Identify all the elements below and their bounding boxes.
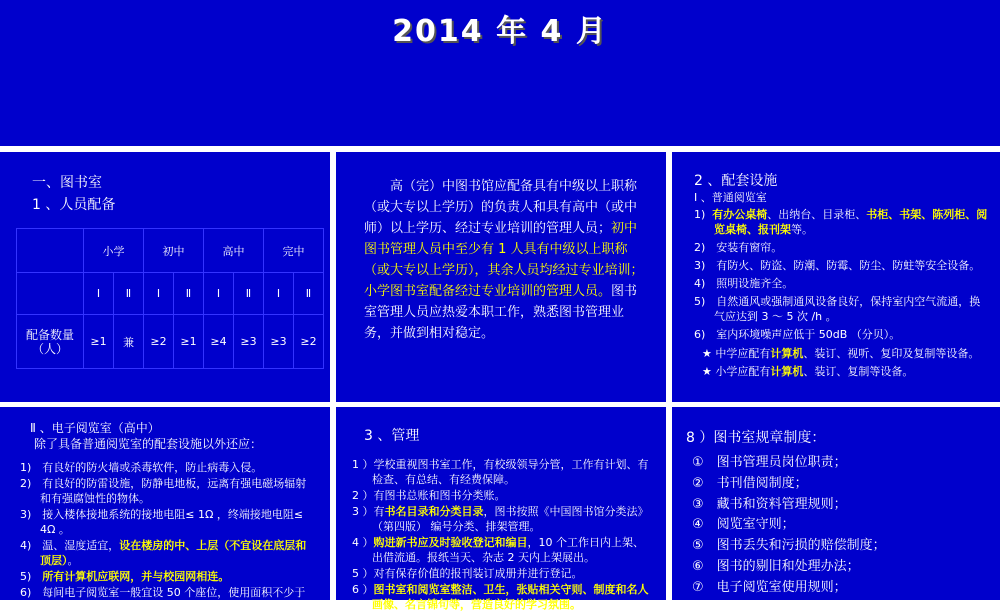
star-text: ★ 小学应配有 — [702, 365, 771, 378]
list-item — [20, 538, 316, 568]
table-value-cell: ≥3 — [234, 315, 264, 369]
list-item: 2 ）有图书总账和图书分类账。 — [352, 489, 506, 502]
list-text: 6 ） — [352, 583, 374, 596]
highlight-text: 设在楼房的中、上层（不宜设在底层和顶层） — [40, 539, 307, 567]
list-item: 6) 每间电子阅览室一般宜设 50 个座位，使用面积不少于 90 ㎡（1.8 ㎡/座）。 — [20, 586, 306, 614]
list-text: 4 ） — [352, 536, 374, 549]
section-heading: 2 、配套设施 — [694, 173, 778, 189]
table-blank-cell — [17, 273, 84, 315]
table-grade-cell: Ⅰ — [144, 273, 174, 315]
star-item — [694, 346, 990, 361]
section-heading: 一、图书室 — [32, 175, 102, 191]
table-grade-cell: Ⅰ — [264, 273, 294, 315]
table-value-cell: ≥2 — [294, 315, 324, 369]
table-header-school: 高中 — [204, 229, 264, 273]
table-value-cell: ≥4 — [204, 315, 234, 369]
requirements-text-3: 图书室管理人员应热爱本职工作，熟悉图书管理业务，并做到相对稳定。 — [364, 284, 638, 341]
list-item: 5 ）对有保存价值的报刊装订成册并进行登记。 — [352, 567, 583, 580]
page-title: 2014 年 4 月 — [392, 14, 608, 49]
table-value-cell: 兼 — [114, 315, 144, 369]
table-grade-cell: Ⅱ — [174, 273, 204, 315]
staffing-table — [16, 228, 324, 369]
list-item — [352, 504, 652, 534]
list-text: 等。 — [791, 223, 813, 236]
panel-staffing — [0, 152, 330, 402]
rules-list — [692, 453, 886, 599]
rule-item: ④ 阅览室守则； — [692, 517, 795, 533]
facilities-list — [694, 207, 990, 379]
rule-item: ⑥ 图书的剔旧和处理办法； — [692, 558, 860, 574]
table-grade-cell: Ⅱ — [114, 273, 144, 315]
requirements-paragraph — [364, 176, 646, 344]
section-heading: 8 ）图书室规章制度： — [686, 430, 826, 446]
highlight-text: 计算机 — [770, 365, 804, 378]
star-text: 、装订、视听、复印及复制等设备。 — [803, 347, 980, 360]
requirements-highlight: 初中图书管理人员中至少有 1 人具有中级以上职称（或大专以上学历），其余人员均经过专业培训；小学图书室配备经过专业培训的管理人员。 — [364, 221, 644, 299]
star-item — [694, 364, 990, 379]
table-value-cell: ≥1 — [84, 315, 114, 369]
star-text: 、装订、复制等设备。 — [803, 365, 914, 378]
list-item: 2) 有良好的防雷设施，防静电地板，远离有强电磁场辐射和有强腐蚀性的物体。 — [20, 477, 307, 505]
list-item — [694, 207, 990, 237]
list-item: 1) 有良好的防火墙或杀毒软件，防止病毒入侵。 — [20, 461, 263, 474]
list-text: 3 ）有 — [352, 505, 385, 518]
list-item: 2) 安装有窗帘。 — [694, 241, 783, 254]
list-item: 1 ）学校重视图书室工作，有校级领导分管，工作有计划、有检查、有总结、有经费保障。 — [352, 458, 649, 486]
list-text: 4) 温、湿度适宜， — [20, 539, 120, 552]
highlight-text: 计算机 — [770, 347, 804, 360]
list-item: 4) 照明设施齐全。 — [694, 277, 794, 290]
table-corner-cell — [17, 229, 84, 273]
list-text: 。 — [67, 554, 79, 567]
rule-item: ⑦ 电子阅览室使用规则； — [692, 579, 847, 595]
list-item: 3) 有防火、防盗、防潮、防霉、防尘、防蛀等安全设备。 — [694, 259, 981, 272]
section-heading: 3 、管理 — [364, 428, 420, 444]
list-item — [352, 582, 652, 612]
list-item: 6) 室内环境噪声应低于 50dB （分贝）。 — [694, 328, 901, 341]
highlight-text: 图书室和阅览室整洁、卫生，张贴相关守则、制度和名人画像、名言锦句等，营造良好的学习氛围。 — [372, 583, 649, 611]
subsection-heading: 除了具备普通阅览室的配套设施以外还应： — [34, 437, 263, 451]
table-header-school: 小学 — [84, 229, 144, 273]
panel-staff-requirements — [336, 152, 666, 402]
table-value-cell: ≥2 — [144, 315, 174, 369]
highlight-text: 购进新书应及时验收登记和编目 — [373, 536, 528, 549]
list-item — [352, 535, 652, 565]
management-list — [352, 457, 652, 612]
list-text: 5) — [20, 570, 43, 583]
table-grade-cell: Ⅱ — [234, 273, 264, 315]
highlight-text: 书柜、书架、陈列柜、阅览桌椅、报刊架 — [714, 208, 988, 236]
rule-item: ② 书刊借阅制度； — [692, 475, 808, 491]
table-value-cell: ≥3 — [264, 315, 294, 369]
rule-item: ① 图书管理员岗位职责； — [692, 455, 847, 470]
highlight-text: 有办公桌椅 — [712, 208, 768, 221]
rule-item: ③ 藏书和资料管理规则； — [692, 496, 847, 512]
rule-item: ⑤ 图书丢失和污损的赔偿制度； — [692, 538, 886, 554]
subsection-heading: 1 、人员配备 — [32, 197, 116, 213]
table-header-school: 完中 — [264, 229, 324, 273]
panel-facilities — [672, 152, 1000, 402]
table-grade-cell: Ⅰ — [84, 273, 114, 315]
table-header-school: 初中 — [144, 229, 204, 273]
highlight-text: 书名目录和分类目录 — [384, 505, 484, 518]
requirements-text-1: 高（完）中图书馆应配备具有中级以上职称（或大专以上学历）的负责人和具有高中（或中师）以上学历、经过专业培训的管理人员； — [364, 179, 638, 236]
list-item: 3) 接入楼体接地系统的接地电阻≤ 1Ω ，终端接地电阻≤ 4Ω 。 — [20, 508, 304, 536]
list-item — [20, 569, 316, 584]
table-grade-cell: Ⅱ — [294, 273, 324, 315]
highlight-text: 所有计算机应联网，并与校园网相连。 — [42, 570, 230, 583]
list-item: 5) 自然通风或强制通风设备良好，保持室内空气流通，换气应达到 3 ～ 5 次 /h 。 — [694, 295, 981, 323]
star-text: ★ 中学应配有 — [702, 347, 771, 360]
list-text: ，10 个工作日内上架、出借流通。报纸当天、杂志 2 天内上架展出。 — [372, 536, 644, 564]
panel-e-reading-room — [0, 407, 330, 614]
panel-management — [336, 407, 666, 611]
list-text: ，图书按照《中国图书馆分类法》（第四版） 编号分类、排架管理。 — [372, 505, 649, 533]
subsection-heading: Ⅰ 、普通阅览室 — [694, 191, 767, 204]
e-room-list — [20, 460, 316, 615]
panel-rules — [672, 407, 1000, 600]
section-heading: Ⅱ 、电子阅览室（高中） — [30, 421, 160, 435]
header-bar — [0, 0, 1000, 146]
list-number: 1) — [694, 208, 706, 221]
table-grade-cell: Ⅰ — [204, 273, 234, 315]
table-value-cell: ≥1 — [174, 315, 204, 369]
list-text: 、出纳台、目录柜、 — [767, 208, 867, 221]
table-row-label: 配备数量（人） — [17, 315, 84, 369]
